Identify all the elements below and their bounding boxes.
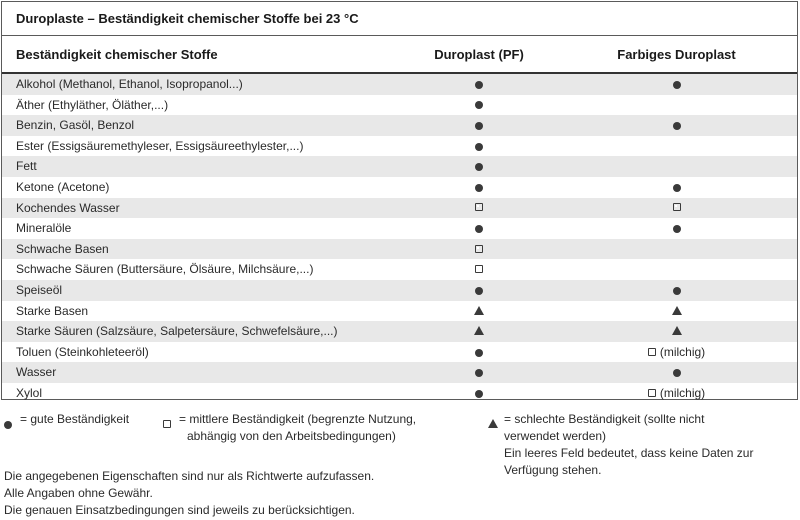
triangle-icon — [474, 306, 484, 315]
filled-circle-icon — [475, 287, 483, 295]
farbiges-duroplast-cell — [556, 177, 797, 198]
duroplast-pf-cell — [402, 301, 556, 322]
table-row — [2, 321, 797, 342]
duroplast-pf-cell — [402, 95, 556, 116]
duroplast-pf-cell — [402, 239, 556, 260]
legend-medium-text-1: = mittlere Beständigkeit (begrenzte Nutzung, — [179, 412, 417, 426]
filled-circle-icon — [673, 369, 681, 377]
substance-cell: Toluen (Steinkohleteeröl) — [16, 344, 149, 359]
substance-cell: Speiseöl — [16, 282, 63, 297]
open-square-icon — [475, 203, 483, 211]
legend-medium — [163, 411, 416, 445]
farbiges-duroplast-cell — [556, 383, 797, 404]
cell-note: (milchig) — [659, 345, 706, 360]
table-row — [2, 301, 797, 322]
open-square-icon — [475, 265, 483, 273]
duroplast-pf-cell — [402, 383, 556, 404]
farbiges-duroplast-cell — [556, 321, 797, 342]
table-header — [2, 36, 797, 74]
filled-circle-icon — [4, 416, 12, 433]
legend-empty-text-1: Ein leeres Feld bedeutet, dass keine Daten zur — [504, 446, 754, 460]
table-row — [2, 136, 797, 157]
substance-cell: Ester (Essigsäuremethyleser, Essigsäureethylester,...) — [16, 138, 304, 153]
filled-circle-icon — [475, 184, 483, 192]
triangle-icon — [672, 306, 682, 315]
open-square-icon — [673, 203, 681, 211]
header-farbiges-duroplast: Farbiges Duroplast — [617, 47, 736, 62]
table-row — [2, 342, 797, 363]
farbiges-duroplast-cell — [556, 239, 797, 260]
filled-circle-icon — [475, 143, 483, 151]
filled-circle-icon — [475, 163, 483, 171]
table-row — [2, 239, 797, 260]
substance-cell: Ketone (Acetone) — [16, 179, 110, 194]
table-row — [2, 383, 797, 404]
filled-circle-icon — [475, 390, 483, 398]
open-square-icon — [648, 348, 656, 356]
filled-circle-icon — [475, 81, 483, 89]
substance-cell: Xylol — [16, 385, 43, 400]
substance-cell: Äther (Ethyläther, Öläther,...) — [16, 97, 169, 112]
farbiges-duroplast-cell — [556, 115, 797, 136]
triangle-icon — [474, 326, 484, 335]
substance-cell: Schwache Basen — [16, 241, 109, 256]
filled-circle-icon — [673, 122, 681, 130]
filled-circle-icon — [475, 369, 483, 377]
table-row — [2, 156, 797, 177]
farbiges-duroplast-cell — [556, 259, 797, 280]
table-row — [2, 74, 797, 95]
open-square-icon — [475, 245, 483, 253]
legend-poor-text-1: = schlechte Beständigkeit (sollte nicht — [504, 412, 705, 426]
substance-cell: Alkohol (Methanol, Ethanol, Isopropanol...) — [16, 77, 243, 91]
legend-medium-text-2: abhängig von den Arbeitsbedingungen) — [187, 429, 396, 443]
note-line: Alle Angaben ohne Gewähr. — [4, 486, 153, 500]
table-row — [2, 198, 797, 219]
duroplast-pf-cell — [402, 342, 556, 363]
substance-cell: Starke Säuren (Salzsäure, Salpetersäure, Schwefelsäure,...) — [16, 324, 338, 339]
duroplast-pf-cell — [402, 156, 556, 177]
filled-circle-icon — [673, 287, 681, 295]
legend-empty-text-2: Verfügung stehen. — [504, 463, 602, 477]
table-row — [2, 362, 797, 383]
open-square-icon — [648, 389, 656, 397]
header-substance: Beständigkeit chemischer Stoffe — [16, 47, 218, 62]
farbiges-duroplast-cell — [556, 280, 797, 301]
farbiges-duroplast-cell — [556, 74, 797, 95]
farbiges-duroplast-cell — [556, 136, 797, 157]
triangle-icon — [672, 326, 682, 335]
note-line: Die angegebenen Eigenschaften sind nur als Richtwerte aufzufassen. — [4, 469, 375, 483]
farbiges-duroplast-cell — [556, 342, 797, 363]
header-duroplast-pf: Duroplast (PF) — [434, 47, 524, 62]
duroplast-pf-cell — [402, 198, 556, 219]
filled-circle-icon — [475, 349, 483, 357]
table-body — [2, 74, 797, 404]
cell-note: (milchig) — [659, 386, 706, 401]
substance-cell: Mineralöle — [16, 221, 72, 236]
duroplast-pf-cell — [402, 321, 556, 342]
legend-poor-text-2: verwendet werden) — [504, 429, 607, 443]
triangle-icon — [488, 416, 498, 433]
legend-good-text: = gute Beständigkeit — [20, 412, 130, 426]
table-row — [2, 259, 797, 280]
farbiges-duroplast-cell — [556, 301, 797, 322]
note-line: Die genauen Einsatzbedingungen sind jeweils zu berücksichtigen. — [4, 503, 355, 517]
legend-poor — [488, 411, 753, 479]
substance-cell: Benzin, Gasöl, Benzol — [16, 118, 135, 133]
farbiges-duroplast-cell — [556, 198, 797, 219]
table-title: Duroplaste – Beständigkeit chemischer Stoffe bei 23 °C — [2, 2, 797, 36]
filled-circle-icon — [673, 225, 681, 233]
farbiges-duroplast-cell — [556, 362, 797, 383]
substance-cell: Wasser — [16, 365, 57, 380]
duroplast-pf-cell — [402, 362, 556, 383]
legend-good — [4, 411, 129, 428]
table-row — [2, 115, 797, 136]
substance-cell: Kochendes Wasser — [16, 200, 120, 215]
filled-circle-icon — [673, 81, 681, 89]
duroplast-pf-cell — [402, 115, 556, 136]
substance-cell: Fett — [16, 159, 37, 174]
farbiges-duroplast-cell — [556, 218, 797, 239]
duroplast-pf-cell — [402, 136, 556, 157]
duroplast-pf-cell — [402, 74, 556, 95]
duroplast-pf-cell — [402, 280, 556, 301]
farbiges-duroplast-cell — [556, 95, 797, 116]
duroplast-pf-cell — [402, 177, 556, 198]
substance-cell: Schwache Säuren (Buttersäure, Ölsäure, Milchsäure,...) — [16, 262, 314, 277]
open-square-icon — [163, 416, 171, 433]
farbiges-duroplast-cell — [556, 156, 797, 177]
table-row — [2, 177, 797, 198]
filled-circle-icon — [673, 184, 681, 192]
duroplast-pf-cell — [402, 259, 556, 280]
table-row — [2, 280, 797, 301]
filled-circle-icon — [475, 101, 483, 109]
substance-cell: Starke Basen — [16, 303, 89, 318]
filled-circle-icon — [475, 225, 483, 233]
resistance-table — [1, 1, 798, 400]
filled-circle-icon — [475, 122, 483, 130]
table-row — [2, 95, 797, 116]
table-row — [2, 218, 797, 239]
disclaimer-notes — [4, 468, 374, 519]
duroplast-pf-cell — [402, 218, 556, 239]
